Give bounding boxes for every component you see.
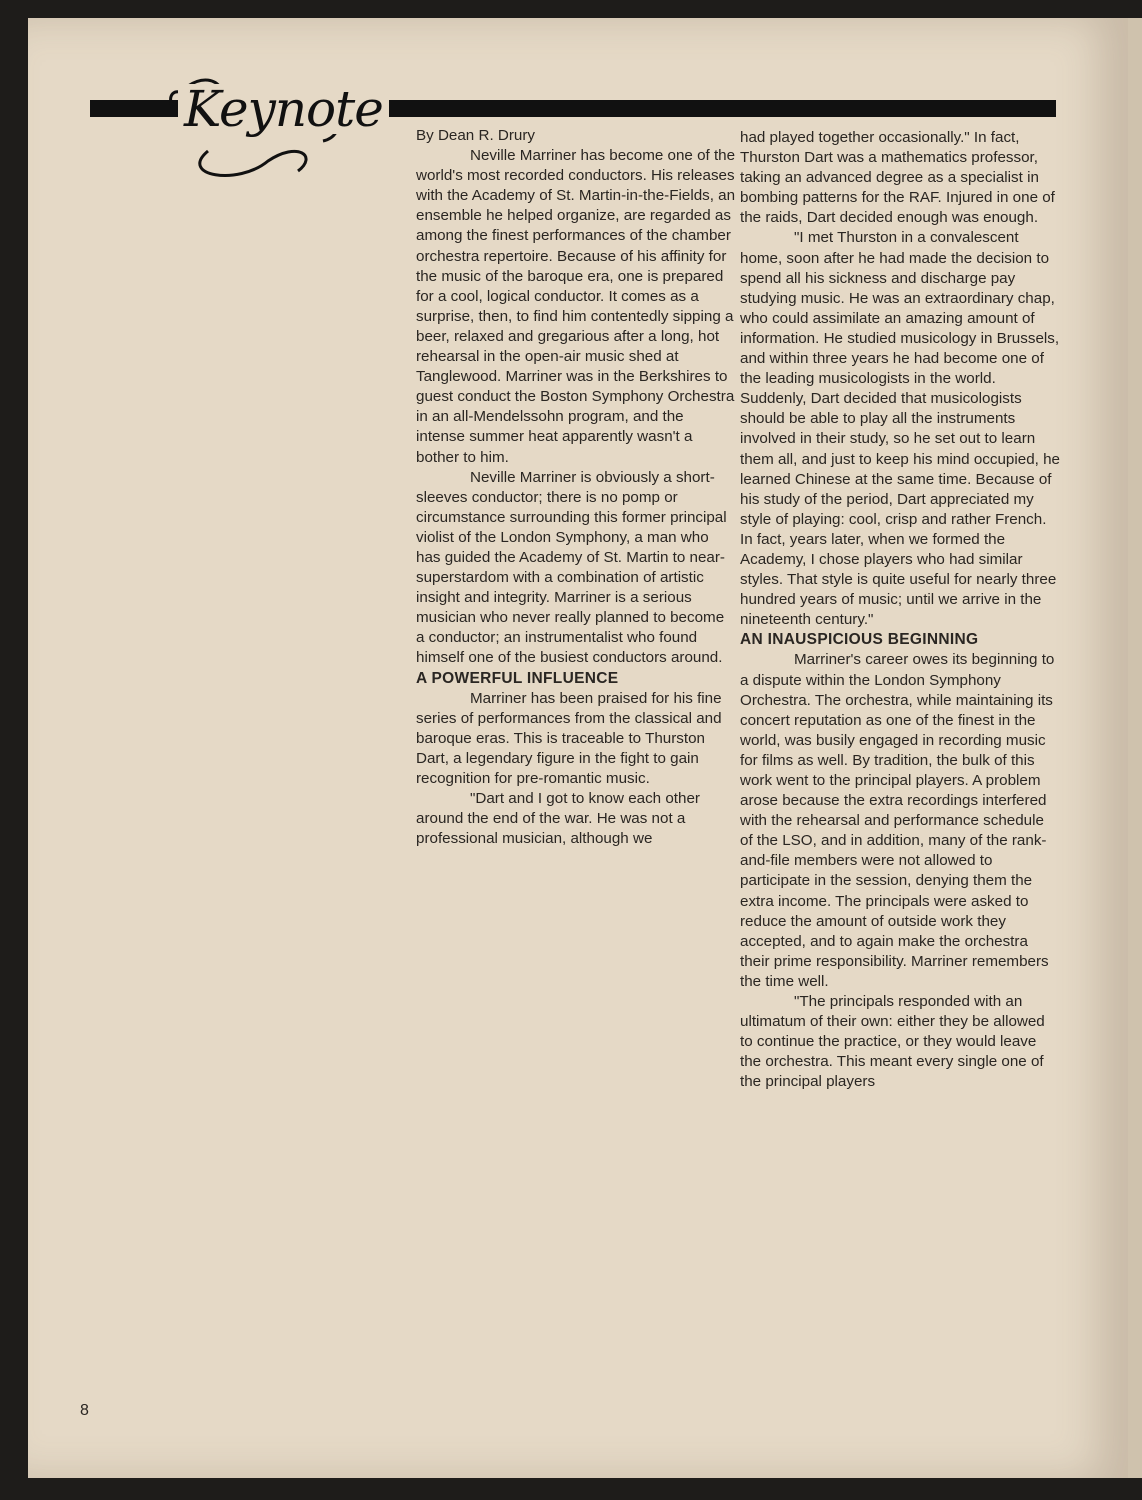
article-column-1 xyxy=(416,126,736,849)
paragraph: had played together occasionally." In fact, Thurston Dart was a mathematics professor, taking an advanced degree as a specialist in bombing patterns for the RAF. Injured in one of the raids, Dart decided enough was enough. xyxy=(740,129,1055,227)
paragraph: "Dart and I got to know each other around the end of the war. He was not a professional musician, although we xyxy=(416,790,700,848)
logo-wordmark: Keynote xyxy=(178,84,389,134)
keynote-logo xyxy=(148,56,383,186)
paragraph: Marriner's career owes its beginning to a dispute within the London Symphony Orchestra. The orchestra, while maintaining its concert reputation as one of the finest in the world, was busily engaged in recording music for films as well. By tradition, the bulk of this work went to the principal players. A problem arose because the extra recordings interfered with the rehearsal and performance schedule of the LSO, and in addition, many of the rank-and-file members were not allowed to participate in the session, denying them the extra income. The principals were asked to reduce the amount of outside work they accepted, and to again make the orchestra their prime responsibility. Marriner remembers the time well. xyxy=(740,651,1055,990)
paragraph: "I met Thurston in a convalescent home, soon after he had made the decision to spend all his sickness and discharge pay studying music. He was an extraordinary chap, who could assimilate an amazing amount of information. He studied musicology in Brussels, and within three years he had become one of the leading musicologists in the world. Suddenly, Dart decided that musicologists should be able to play all the instruments involved in their study, so he set out to learn them all, and just to keep his mind occupied, he learned Chinese at the same time. Because of his study of the period, Dart appreciated my style of playing: cool, crisp and rather French. In fact, years later, when we formed the Academy, I chose players who had similar styles. That style is quite useful for nearly three hundred years of music; until we arrive in the nineteenth century." xyxy=(740,229,1060,629)
paragraph: "The principals responded with an ultimatum of their own: either they be allowed to continue the practice, or they would leave the orchestra. This meant every single one of the principal players xyxy=(740,993,1045,1091)
article-column-2 xyxy=(740,128,1060,1093)
page-number: 8 xyxy=(80,1402,89,1419)
paragraph: Neville Marriner is obviously a short-sleeves conductor; there is no pomp or circumstance surrounding this former principal violist of the London Symphony, a man who has guided the Academy of St. Martin to near-superstardom with a combination of artistic insight and integrity. Marriner is a serious musician who never really planned to become a conductor; an instrumentalist who found himself one of the busiest conductors around. xyxy=(416,468,727,667)
paragraph: Marriner has been praised for his fine series of performances from the classical and baroque eras. This is traceable to Thurston Dart, a legendary figure in the fight to gain recognition for pre-romantic music. xyxy=(416,689,722,787)
page-edge xyxy=(1128,18,1142,1478)
section-heading: A POWERFUL INFLUENCE xyxy=(416,669,619,687)
paragraph: Neville Marriner has become one of the world's most recorded conductors. His releases with the Academy of St. Martin-in-the-Fields, an ensemble he helped organize, are regarded as among the finest performances of the chamber orchestra repertoire. Because of his affinity for the music of the baroque era, one is prepared for a cool, logical conductor. It comes as a surprise, then, to find him contentedly sipping a beer, relaxed and gregarious after a long, hot rehearsal in the open-air music shed at Tanglewood. Marriner was in the Berkshires to guest conduct the Boston Symphony Orchestra in an all-Mendelssohn program, and the intense summer heat apparently wasn't a bother to him. xyxy=(416,147,736,466)
byline: By Dean R. Drury xyxy=(416,127,536,144)
section-heading: AN INAUSPICIOUS BEGINNING xyxy=(740,631,979,649)
